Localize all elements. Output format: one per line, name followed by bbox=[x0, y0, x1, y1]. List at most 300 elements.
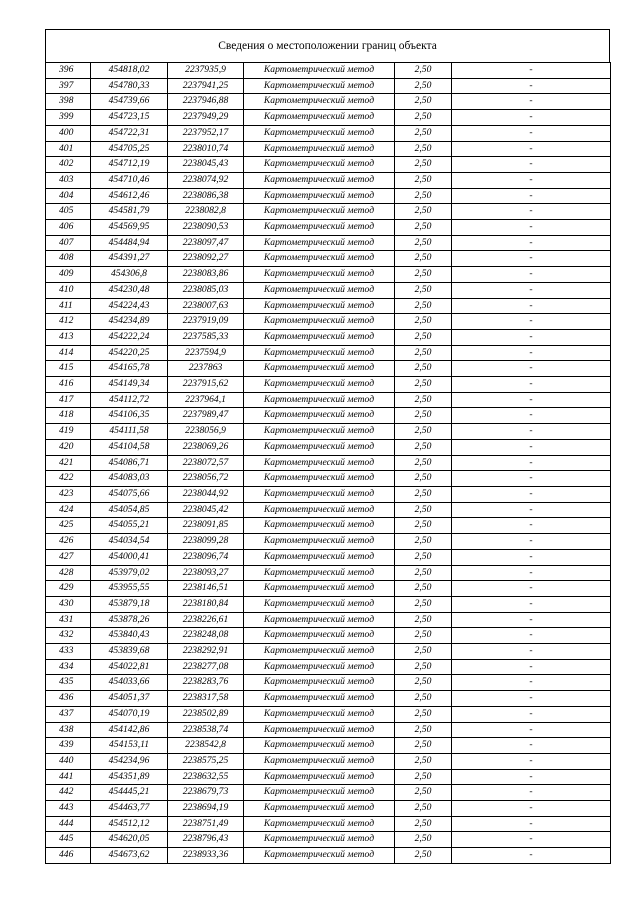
precision-cell: 2,50 bbox=[395, 361, 452, 377]
point-number-cell: 432 bbox=[46, 628, 91, 644]
x-coordinate-cell: 454083,03 bbox=[91, 471, 168, 487]
method-cell: Картометрический метод bbox=[244, 267, 395, 283]
x-coordinate-cell: 454054,85 bbox=[91, 502, 168, 518]
method-cell: Картометрический метод bbox=[244, 659, 395, 675]
description-cell: - bbox=[452, 832, 611, 848]
point-number-cell: 403 bbox=[46, 172, 91, 188]
precision-cell: 2,50 bbox=[395, 125, 452, 141]
precision-cell: 2,50 bbox=[395, 94, 452, 110]
method-cell: Картометрический метод bbox=[244, 63, 395, 79]
precision-cell: 2,50 bbox=[395, 141, 452, 157]
y-coordinate-cell: 2238074,92 bbox=[168, 172, 244, 188]
method-cell: Картометрический метод bbox=[244, 753, 395, 769]
table-row bbox=[46, 314, 611, 330]
point-number-cell: 408 bbox=[46, 251, 91, 267]
y-coordinate-cell: 2237935,9 bbox=[168, 63, 244, 79]
point-number-cell: 444 bbox=[46, 816, 91, 832]
point-number-cell: 421 bbox=[46, 455, 91, 471]
table-row bbox=[46, 581, 611, 597]
y-coordinate-cell: 2237952,17 bbox=[168, 125, 244, 141]
table-row bbox=[46, 94, 611, 110]
x-coordinate-cell: 454112,72 bbox=[91, 392, 168, 408]
y-coordinate-cell: 2238277,08 bbox=[168, 659, 244, 675]
description-cell: - bbox=[452, 738, 611, 754]
point-number-cell: 439 bbox=[46, 738, 91, 754]
description-cell: - bbox=[452, 267, 611, 283]
x-coordinate-cell: 454106,35 bbox=[91, 408, 168, 424]
point-number-cell: 434 bbox=[46, 659, 91, 675]
point-number-cell: 419 bbox=[46, 424, 91, 440]
method-cell: Картометрический метод bbox=[244, 518, 395, 534]
y-coordinate-cell: 2238283,76 bbox=[168, 675, 244, 691]
y-coordinate-cell: 2238502,89 bbox=[168, 706, 244, 722]
precision-cell: 2,50 bbox=[395, 157, 452, 173]
y-coordinate-cell: 2238538,74 bbox=[168, 722, 244, 738]
table-row bbox=[46, 361, 611, 377]
precision-cell: 2,50 bbox=[395, 801, 452, 817]
precision-cell: 2,50 bbox=[395, 785, 452, 801]
method-cell: Картометрический метод bbox=[244, 628, 395, 644]
x-coordinate-cell: 454351,89 bbox=[91, 769, 168, 785]
point-number-cell: 405 bbox=[46, 204, 91, 220]
method-cell: Картометрический метод bbox=[244, 157, 395, 173]
table-row bbox=[46, 298, 611, 314]
description-cell: - bbox=[452, 141, 611, 157]
point-number-cell: 409 bbox=[46, 267, 91, 283]
method-cell: Картометрический метод bbox=[244, 282, 395, 298]
table-row bbox=[46, 125, 611, 141]
description-cell: - bbox=[452, 455, 611, 471]
y-coordinate-cell: 2238045,42 bbox=[168, 502, 244, 518]
description-cell: - bbox=[452, 549, 611, 565]
description-cell: - bbox=[452, 596, 611, 612]
point-number-cell: 416 bbox=[46, 377, 91, 393]
method-cell: Картометрический метод bbox=[244, 581, 395, 597]
x-coordinate-cell: 454153,11 bbox=[91, 738, 168, 754]
precision-cell: 2,50 bbox=[395, 832, 452, 848]
y-coordinate-cell: 2238045,43 bbox=[168, 157, 244, 173]
y-coordinate-cell: 2238226,61 bbox=[168, 612, 244, 628]
y-coordinate-cell: 2238097,47 bbox=[168, 235, 244, 251]
table-row bbox=[46, 471, 611, 487]
point-number-cell: 399 bbox=[46, 110, 91, 126]
description-cell: - bbox=[452, 235, 611, 251]
table-row bbox=[46, 549, 611, 565]
method-cell: Картометрический метод bbox=[244, 251, 395, 267]
x-coordinate-cell: 454234,89 bbox=[91, 314, 168, 330]
point-number-cell: 398 bbox=[46, 94, 91, 110]
method-cell: Картометрический метод bbox=[244, 486, 395, 502]
table-row bbox=[46, 455, 611, 471]
method-cell: Картометрический метод bbox=[244, 596, 395, 612]
point-number-cell: 422 bbox=[46, 471, 91, 487]
table-row bbox=[46, 408, 611, 424]
method-cell: Картометрический метод bbox=[244, 439, 395, 455]
precision-cell: 2,50 bbox=[395, 282, 452, 298]
y-coordinate-cell: 2237915,62 bbox=[168, 377, 244, 393]
method-cell: Картометрический метод bbox=[244, 141, 395, 157]
table-row bbox=[46, 282, 611, 298]
description-cell: - bbox=[452, 769, 611, 785]
point-number-cell: 446 bbox=[46, 848, 91, 864]
precision-cell: 2,50 bbox=[395, 738, 452, 754]
precision-cell: 2,50 bbox=[395, 612, 452, 628]
description-cell: - bbox=[452, 612, 611, 628]
table-row bbox=[46, 63, 611, 79]
y-coordinate-cell: 2238007,63 bbox=[168, 298, 244, 314]
description-cell: - bbox=[452, 848, 611, 864]
precision-cell: 2,50 bbox=[395, 816, 452, 832]
table-row bbox=[46, 141, 611, 157]
description-cell: - bbox=[452, 486, 611, 502]
table-row bbox=[46, 188, 611, 204]
x-coordinate-cell: 454000,41 bbox=[91, 549, 168, 565]
table-row bbox=[46, 172, 611, 188]
point-number-cell: 437 bbox=[46, 706, 91, 722]
x-coordinate-cell: 454070,19 bbox=[91, 706, 168, 722]
table-row bbox=[46, 78, 611, 94]
x-coordinate-cell: 454075,66 bbox=[91, 486, 168, 502]
method-cell: Картометрический метод bbox=[244, 549, 395, 565]
precision-cell: 2,50 bbox=[395, 534, 452, 550]
point-number-cell: 436 bbox=[46, 691, 91, 707]
point-number-cell: 414 bbox=[46, 345, 91, 361]
x-coordinate-cell: 454512,12 bbox=[91, 816, 168, 832]
point-number-cell: 406 bbox=[46, 220, 91, 236]
y-coordinate-cell: 2238575,25 bbox=[168, 753, 244, 769]
description-cell: - bbox=[452, 471, 611, 487]
method-cell: Картометрический метод bbox=[244, 188, 395, 204]
method-cell: Картометрический метод bbox=[244, 675, 395, 691]
method-cell: Картометрический метод bbox=[244, 235, 395, 251]
table-row bbox=[46, 628, 611, 644]
description-cell: - bbox=[452, 644, 611, 660]
description-cell: - bbox=[452, 691, 611, 707]
point-number-cell: 407 bbox=[46, 235, 91, 251]
table-row bbox=[46, 439, 611, 455]
method-cell: Картометрический метод bbox=[244, 738, 395, 754]
description-cell: - bbox=[452, 722, 611, 738]
x-coordinate-cell: 453979,02 bbox=[91, 565, 168, 581]
description-cell: - bbox=[452, 816, 611, 832]
x-coordinate-cell: 454581,79 bbox=[91, 204, 168, 220]
y-coordinate-cell: 2238082,8 bbox=[168, 204, 244, 220]
method-cell: Картометрический метод bbox=[244, 377, 395, 393]
y-coordinate-cell: 2238010,74 bbox=[168, 141, 244, 157]
point-number-cell: 430 bbox=[46, 596, 91, 612]
method-cell: Картометрический метод bbox=[244, 220, 395, 236]
precision-cell: 2,50 bbox=[395, 691, 452, 707]
x-coordinate-cell: 454220,25 bbox=[91, 345, 168, 361]
x-coordinate-cell: 453879,18 bbox=[91, 596, 168, 612]
precision-cell: 2,50 bbox=[395, 235, 452, 251]
table-row bbox=[46, 345, 611, 361]
precision-cell: 2,50 bbox=[395, 753, 452, 769]
x-coordinate-cell: 454086,71 bbox=[91, 455, 168, 471]
table-row bbox=[46, 534, 611, 550]
description-cell: - bbox=[452, 94, 611, 110]
x-coordinate-cell: 454620,05 bbox=[91, 832, 168, 848]
y-coordinate-cell: 2237594,9 bbox=[168, 345, 244, 361]
point-number-cell: 435 bbox=[46, 675, 91, 691]
method-cell: Картометрический метод bbox=[244, 471, 395, 487]
description-cell: - bbox=[452, 408, 611, 424]
precision-cell: 2,50 bbox=[395, 706, 452, 722]
table-row bbox=[46, 738, 611, 754]
y-coordinate-cell: 2238096,74 bbox=[168, 549, 244, 565]
method-cell: Картометрический метод bbox=[244, 329, 395, 345]
method-cell: Картометрический метод bbox=[244, 78, 395, 94]
y-coordinate-cell: 2238180,84 bbox=[168, 596, 244, 612]
precision-cell: 2,50 bbox=[395, 314, 452, 330]
point-number-cell: 424 bbox=[46, 502, 91, 518]
x-coordinate-cell: 454818,02 bbox=[91, 63, 168, 79]
method-cell: Картометрический метод bbox=[244, 706, 395, 722]
point-number-cell: 404 bbox=[46, 188, 91, 204]
x-coordinate-cell: 454612,46 bbox=[91, 188, 168, 204]
table-row bbox=[46, 785, 611, 801]
description-cell: - bbox=[452, 361, 611, 377]
point-number-cell: 411 bbox=[46, 298, 91, 314]
precision-cell: 2,50 bbox=[395, 628, 452, 644]
x-coordinate-cell: 454739,66 bbox=[91, 94, 168, 110]
precision-cell: 2,50 bbox=[395, 502, 452, 518]
x-coordinate-cell: 454104,58 bbox=[91, 439, 168, 455]
description-cell: - bbox=[452, 204, 611, 220]
y-coordinate-cell: 2238679,73 bbox=[168, 785, 244, 801]
precision-cell: 2,50 bbox=[395, 549, 452, 565]
table-row bbox=[46, 235, 611, 251]
y-coordinate-cell: 2238751,49 bbox=[168, 816, 244, 832]
point-number-cell: 396 bbox=[46, 63, 91, 79]
point-number-cell: 401 bbox=[46, 141, 91, 157]
y-coordinate-cell: 2238933,36 bbox=[168, 848, 244, 864]
description-cell: - bbox=[452, 565, 611, 581]
precision-cell: 2,50 bbox=[395, 298, 452, 314]
y-coordinate-cell: 2238542,8 bbox=[168, 738, 244, 754]
description-cell: - bbox=[452, 534, 611, 550]
precision-cell: 2,50 bbox=[395, 518, 452, 534]
method-cell: Картометрический метод bbox=[244, 361, 395, 377]
precision-cell: 2,50 bbox=[395, 439, 452, 455]
point-number-cell: 445 bbox=[46, 832, 91, 848]
table-row bbox=[46, 329, 611, 345]
description-cell: - bbox=[452, 282, 611, 298]
table-row bbox=[46, 392, 611, 408]
x-coordinate-cell: 454234,96 bbox=[91, 753, 168, 769]
table-row bbox=[46, 659, 611, 675]
precision-cell: 2,50 bbox=[395, 722, 452, 738]
table-row bbox=[46, 157, 611, 173]
table-row bbox=[46, 502, 611, 518]
x-coordinate-cell: 454306,8 bbox=[91, 267, 168, 283]
method-cell: Картометрический метод bbox=[244, 392, 395, 408]
precision-cell: 2,50 bbox=[395, 848, 452, 864]
x-coordinate-cell: 454033,66 bbox=[91, 675, 168, 691]
description-cell: - bbox=[452, 188, 611, 204]
point-number-cell: 425 bbox=[46, 518, 91, 534]
table-body bbox=[46, 63, 611, 864]
x-coordinate-cell: 454569,95 bbox=[91, 220, 168, 236]
point-number-cell: 423 bbox=[46, 486, 91, 502]
y-coordinate-cell: 2238694,19 bbox=[168, 801, 244, 817]
description-cell: - bbox=[452, 518, 611, 534]
precision-cell: 2,50 bbox=[395, 345, 452, 361]
y-coordinate-cell: 2238248,08 bbox=[168, 628, 244, 644]
precision-cell: 2,50 bbox=[395, 424, 452, 440]
x-coordinate-cell: 454722,31 bbox=[91, 125, 168, 141]
table-row bbox=[46, 251, 611, 267]
table-row bbox=[46, 675, 611, 691]
method-cell: Картометрический метод bbox=[244, 424, 395, 440]
y-coordinate-cell: 2238093,27 bbox=[168, 565, 244, 581]
y-coordinate-cell: 2238632,55 bbox=[168, 769, 244, 785]
y-coordinate-cell: 2238099,28 bbox=[168, 534, 244, 550]
y-coordinate-cell: 2238085,03 bbox=[168, 282, 244, 298]
point-number-cell: 442 bbox=[46, 785, 91, 801]
point-number-cell: 429 bbox=[46, 581, 91, 597]
description-cell: - bbox=[452, 675, 611, 691]
description-cell: - bbox=[452, 424, 611, 440]
precision-cell: 2,50 bbox=[395, 486, 452, 502]
table-row bbox=[46, 832, 611, 848]
description-cell: - bbox=[452, 801, 611, 817]
description-cell: - bbox=[452, 314, 611, 330]
x-coordinate-cell: 454055,21 bbox=[91, 518, 168, 534]
method-cell: Картометрический метод bbox=[244, 565, 395, 581]
y-coordinate-cell: 2237863 bbox=[168, 361, 244, 377]
method-cell: Картометрический метод bbox=[244, 832, 395, 848]
precision-cell: 2,50 bbox=[395, 188, 452, 204]
table-row bbox=[46, 486, 611, 502]
table-row bbox=[46, 691, 611, 707]
precision-cell: 2,50 bbox=[395, 110, 452, 126]
precision-cell: 2,50 bbox=[395, 267, 452, 283]
x-coordinate-cell: 454673,62 bbox=[91, 848, 168, 864]
y-coordinate-cell: 2237964,1 bbox=[168, 392, 244, 408]
table-row bbox=[46, 706, 611, 722]
method-cell: Картометрический метод bbox=[244, 408, 395, 424]
table-row bbox=[46, 267, 611, 283]
precision-cell: 2,50 bbox=[395, 659, 452, 675]
x-coordinate-cell: 454034,54 bbox=[91, 534, 168, 550]
description-cell: - bbox=[452, 439, 611, 455]
table-row bbox=[46, 769, 611, 785]
method-cell: Картометрический метод bbox=[244, 110, 395, 126]
point-number-cell: 397 bbox=[46, 78, 91, 94]
x-coordinate-cell: 454051,37 bbox=[91, 691, 168, 707]
y-coordinate-cell: 2237941,25 bbox=[168, 78, 244, 94]
point-number-cell: 440 bbox=[46, 753, 91, 769]
point-number-cell: 400 bbox=[46, 125, 91, 141]
method-cell: Картометрический метод bbox=[244, 816, 395, 832]
y-coordinate-cell: 2238292,91 bbox=[168, 644, 244, 660]
table-row bbox=[46, 220, 611, 236]
table-row bbox=[46, 596, 611, 612]
y-coordinate-cell: 2238090,53 bbox=[168, 220, 244, 236]
y-coordinate-cell: 2238069,26 bbox=[168, 439, 244, 455]
x-coordinate-cell: 453955,55 bbox=[91, 581, 168, 597]
y-coordinate-cell: 2237949,29 bbox=[168, 110, 244, 126]
description-cell: - bbox=[452, 628, 611, 644]
description-cell: - bbox=[452, 78, 611, 94]
description-cell: - bbox=[452, 298, 611, 314]
y-coordinate-cell: 2238317,58 bbox=[168, 691, 244, 707]
point-number-cell: 443 bbox=[46, 801, 91, 817]
method-cell: Картометрический метод bbox=[244, 204, 395, 220]
precision-cell: 2,50 bbox=[395, 644, 452, 660]
x-coordinate-cell: 454149,34 bbox=[91, 377, 168, 393]
precision-cell: 2,50 bbox=[395, 392, 452, 408]
method-cell: Картометрический метод bbox=[244, 314, 395, 330]
y-coordinate-cell: 2238056,72 bbox=[168, 471, 244, 487]
table-row bbox=[46, 644, 611, 660]
x-coordinate-cell: 453878,26 bbox=[91, 612, 168, 628]
table-row bbox=[46, 612, 611, 628]
table-row bbox=[46, 424, 611, 440]
description-cell: - bbox=[452, 345, 611, 361]
x-coordinate-cell: 454022,81 bbox=[91, 659, 168, 675]
description-cell: - bbox=[452, 753, 611, 769]
point-number-cell: 417 bbox=[46, 392, 91, 408]
x-coordinate-cell: 454723,15 bbox=[91, 110, 168, 126]
point-number-cell: 415 bbox=[46, 361, 91, 377]
point-number-cell: 441 bbox=[46, 769, 91, 785]
point-number-cell: 433 bbox=[46, 644, 91, 660]
precision-cell: 2,50 bbox=[395, 78, 452, 94]
y-coordinate-cell: 2238146,51 bbox=[168, 581, 244, 597]
x-coordinate-cell: 454780,33 bbox=[91, 78, 168, 94]
y-coordinate-cell: 2238056,9 bbox=[168, 424, 244, 440]
point-number-cell: 412 bbox=[46, 314, 91, 330]
y-coordinate-cell: 2238086,38 bbox=[168, 188, 244, 204]
x-coordinate-cell: 454463,77 bbox=[91, 801, 168, 817]
description-cell: - bbox=[452, 251, 611, 267]
point-number-cell: 431 bbox=[46, 612, 91, 628]
precision-cell: 2,50 bbox=[395, 220, 452, 236]
method-cell: Картометрический метод bbox=[244, 172, 395, 188]
point-number-cell: 426 bbox=[46, 534, 91, 550]
precision-cell: 2,50 bbox=[395, 675, 452, 691]
method-cell: Картометрический метод bbox=[244, 125, 395, 141]
point-number-cell: 428 bbox=[46, 565, 91, 581]
description-cell: - bbox=[452, 63, 611, 79]
x-coordinate-cell: 454165,78 bbox=[91, 361, 168, 377]
table-row bbox=[46, 377, 611, 393]
precision-cell: 2,50 bbox=[395, 172, 452, 188]
x-coordinate-cell: 454445,21 bbox=[91, 785, 168, 801]
description-cell: - bbox=[452, 157, 611, 173]
x-coordinate-cell: 454111,58 bbox=[91, 424, 168, 440]
y-coordinate-cell: 2238072,57 bbox=[168, 455, 244, 471]
document-page bbox=[45, 29, 610, 864]
method-cell: Картометрический метод bbox=[244, 455, 395, 471]
table-row bbox=[46, 518, 611, 534]
description-cell: - bbox=[452, 502, 611, 518]
precision-cell: 2,50 bbox=[395, 455, 452, 471]
x-coordinate-cell: 453839,68 bbox=[91, 644, 168, 660]
description-cell: - bbox=[452, 110, 611, 126]
boundary-points-table bbox=[45, 62, 611, 864]
y-coordinate-cell: 2238092,27 bbox=[168, 251, 244, 267]
y-coordinate-cell: 2238083,86 bbox=[168, 267, 244, 283]
description-cell: - bbox=[452, 377, 611, 393]
y-coordinate-cell: 2237989,47 bbox=[168, 408, 244, 424]
precision-cell: 2,50 bbox=[395, 377, 452, 393]
point-number-cell: 427 bbox=[46, 549, 91, 565]
y-coordinate-cell: 2238091,85 bbox=[168, 518, 244, 534]
y-coordinate-cell: 2238796,43 bbox=[168, 832, 244, 848]
